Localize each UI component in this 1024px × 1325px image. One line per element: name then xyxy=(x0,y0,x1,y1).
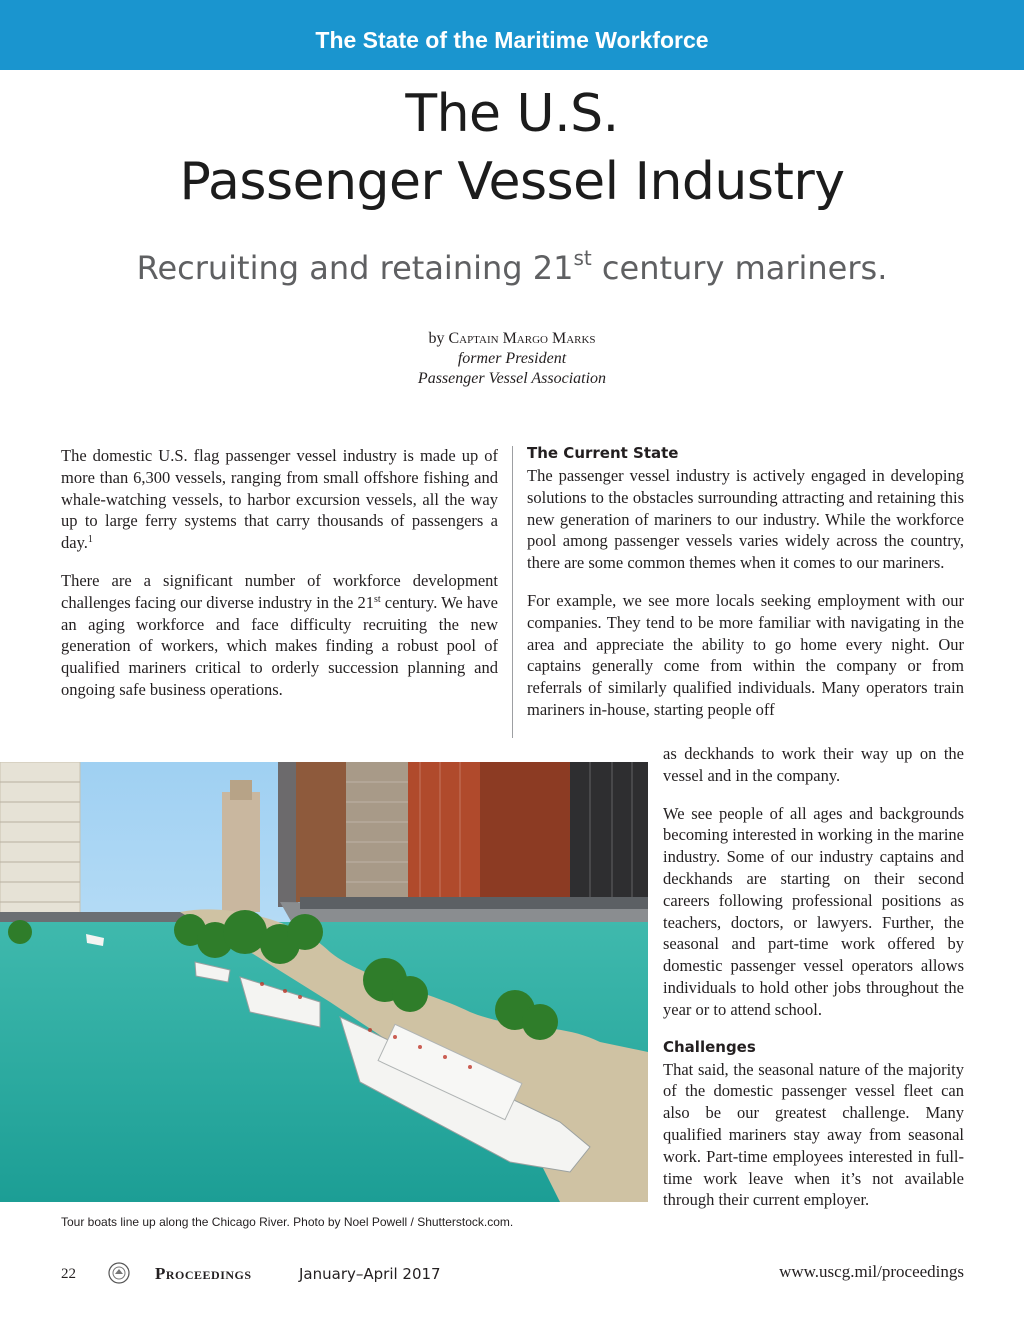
page-number: 22 xyxy=(61,1266,76,1282)
author-name: Captain Margo Marks xyxy=(448,330,596,347)
paragraph-text: There are a significant number of workforce development challenges facing our diverse industry in the 21 xyxy=(61,570,498,612)
byline-prefix: by xyxy=(428,330,449,347)
column-divider xyxy=(512,446,513,738)
body-paragraph xyxy=(61,570,498,701)
section-title: The State of the Maritime Workforce xyxy=(315,27,709,53)
author-organization: Passenger Vessel Association xyxy=(417,370,607,387)
section-heading-challenges: Challenges xyxy=(663,1037,756,1056)
subtitle-superscript: st xyxy=(573,246,592,270)
article-title xyxy=(0,80,1024,216)
paragraph-text: The domestic U.S. flag passenger vessel industry is made up of more than 6,300 vessels, ranging from small offshore fishing and whale-watching vessels, to harbor excursion vessels, all the way up to large ferry systems that carry thousands of passengers a day. xyxy=(61,446,498,553)
body-paragraph: The passenger vessel industry is actively engaged in developing solutions to the obstacles surrounding attracting and retaining this new generation of mariners to our industry. While the workforce pool among passenger vessels varies widely across the country, there are some common themes when it comes to our mariners. xyxy=(527,466,964,573)
superscript: st xyxy=(373,593,381,605)
issue-date: January–April 2017 xyxy=(299,1265,441,1283)
body-paragraph: For example, we see more locals seeking employment with our companies. They tend to be more familiar with navigating in the area and appreciate the ability to go home every night. Our captains generally come from within the company or from referrals of similarly qualified individuals. Many operators train mariners in-house, starting people off xyxy=(527,590,964,719)
body-column-left xyxy=(61,445,498,701)
website-link[interactable]: www.uscg.mil/proceedings xyxy=(779,1262,964,1281)
subtitle-text-end: century mariners. xyxy=(591,249,888,287)
section-heading-current-state: The Current State xyxy=(527,444,679,462)
body-column-right xyxy=(663,743,964,1211)
body-paragraph: That said, the seasonal nature of the majority of the domestic passenger vessel fleet can also be our greatest challenge. Many qualified mariners stay away from seasonal work. Part-time employees interested in full-time work leave when it’s not available through their current employer. xyxy=(663,1059,964,1210)
footnote-marker: 1 xyxy=(87,534,93,546)
byline xyxy=(0,329,1024,389)
article-title-line-2: Passenger Vessel Industry xyxy=(179,152,845,212)
publication-name: Proceedings xyxy=(155,1264,252,1283)
photo-caption: Tour boats line up along the Chicago River. Photo by Noel Powell / Shutterstock.com. xyxy=(61,1215,514,1229)
body-paragraph: as deckhands to work their way up on the vessel and in the company. xyxy=(663,744,964,785)
article-subtitle xyxy=(0,247,1024,289)
body-paragraph xyxy=(61,445,498,554)
section-banner xyxy=(0,0,1024,70)
article-title-line-1: The U.S. xyxy=(405,84,619,144)
photo-illustration xyxy=(0,762,648,1202)
subtitle-text: Recruiting and retaining 21 xyxy=(136,249,574,287)
chicago-river-photo xyxy=(0,762,648,1202)
paragraph-text: century. We have an aging workforce and face difficulty recruiting the new generation of workers, which makes finding a robust pool of qualified mariners critical to orderly succession planning and ongoing safe business operations. xyxy=(61,592,498,699)
body-column-middle xyxy=(527,443,964,721)
body-paragraph: We see people of all ages and backgrounds becoming interested in working in the marine industry. Some of our industry captains and deckhands are starting on their second careers following professional positions as teachers, doctors, or lawyers. Further, the seasonal and part-time work offered by domestic passenger vessel operators allows individuals to hold other jobs throughout the year or to attend school. xyxy=(663,803,964,1019)
uscg-seal-icon xyxy=(108,1262,130,1284)
author-role: former President xyxy=(457,350,567,367)
